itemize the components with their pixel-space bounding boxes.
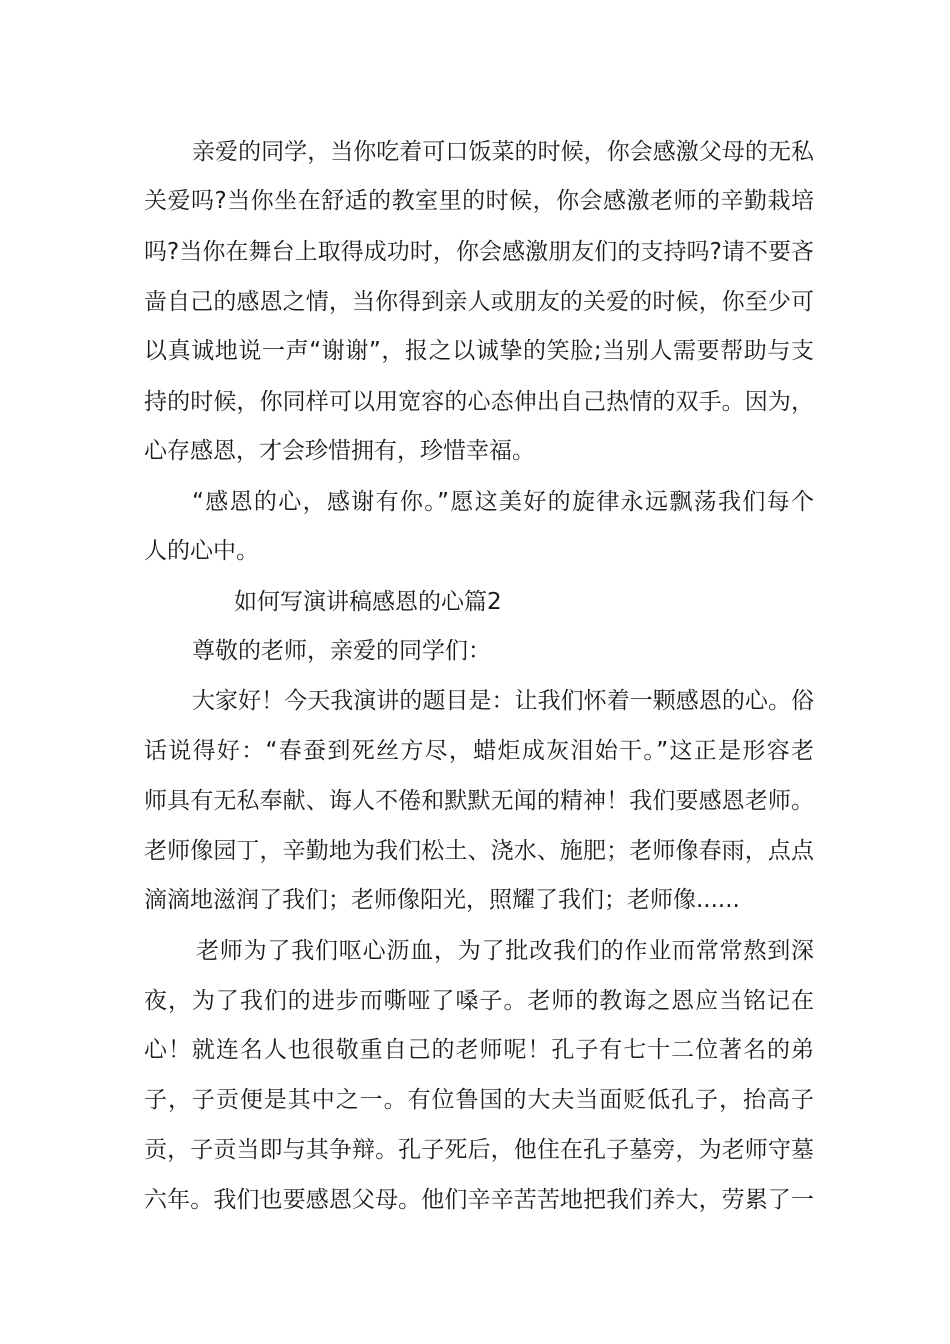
paragraph-5-line-2: 夜，为了我们的进步而嘶哑了嗓子。老师的教诲之恩应当铭记在 — [144, 988, 814, 1014]
paragraph-1-line-5: 以真诚地说一声“谢谢”，报之以诚挚的笑脸;当别人需要帮助与支 — [144, 338, 814, 364]
paragraph-5-line-4: 子，子贡便是其中之一。有位鲁国的大夫当面贬低孔子，抬高子 — [144, 1087, 814, 1113]
paragraph-1-line-6: 持的时候，你同样可以用宽容的心态伸出自己热情的双手。因为， — [144, 389, 814, 415]
paragraph-1-line-3: 吗?当你在舞台上取得成功时，你会感激朋友们的支持吗?请不要吝 — [144, 239, 814, 265]
paragraph-2-line-1: “感恩的心，感谢有你。”愿这美好的旋律永远飘荡我们每个 — [192, 489, 814, 515]
section-heading: 如何写演讲稿感恩的心篇2 — [234, 589, 502, 615]
salutation: 尊敬的老师，亲爱的同学们： — [192, 638, 491, 664]
paragraph-5-line-5: 贡，子贡当即与其争辩。孔子死后，他住在孔子墓旁，为老师守墓 — [144, 1137, 814, 1163]
paragraph-1-line-4: 啬自己的感恩之情，当你得到亲人或朋友的关爱的时候，你至少可 — [144, 289, 814, 315]
paragraph-1-line-7: 心存感恩，才会珍惜拥有，珍惜幸福。 — [144, 438, 535, 464]
paragraph-4-line-4: 老师像园丁，辛勤地为我们松土、浇水、施肥；老师像春雨，点点 — [144, 838, 814, 864]
paragraph-1-line-2: 关爱吗?当你坐在舒适的教室里的时候，你会感激老师的辛勤栽培 — [144, 188, 814, 214]
paragraph-5-line-3: 心！就连名人也很敬重自己的老师呢！孔子有七十二位著名的弟 — [144, 1037, 814, 1063]
paragraph-1-line-1: 亲爱的同学，当你吃着可口饭菜的时候，你会感激父母的无私 — [192, 139, 814, 165]
paragraph-4-line-5: 滴滴地滋润了我们；老师像阳光，照耀了我们；老师像...... — [144, 887, 740, 913]
paragraph-4-line-1: 大家好！今天我演讲的题目是：让我们怀着一颗感恩的心。俗 — [192, 688, 814, 714]
paragraph-5-line-1: 老师为了我们呕心沥血，为了批改我们的作业而常常熬到深 — [196, 938, 814, 964]
paragraph-2-line-2: 人的心中。 — [144, 538, 259, 564]
paragraph-4-line-2: 话说得好：“春蚕到死丝方尽，蜡炬成灰泪始干。”这正是形容老 — [144, 738, 814, 764]
paragraph-4-line-3: 师具有无私奉献、诲人不倦和默默无闻的精神！我们要感恩老师。 — [144, 788, 814, 814]
paragraph-5-line-6: 六年。我们也要感恩父母。他们辛辛苦苦地把我们养大，劳累了一 — [144, 1187, 814, 1213]
